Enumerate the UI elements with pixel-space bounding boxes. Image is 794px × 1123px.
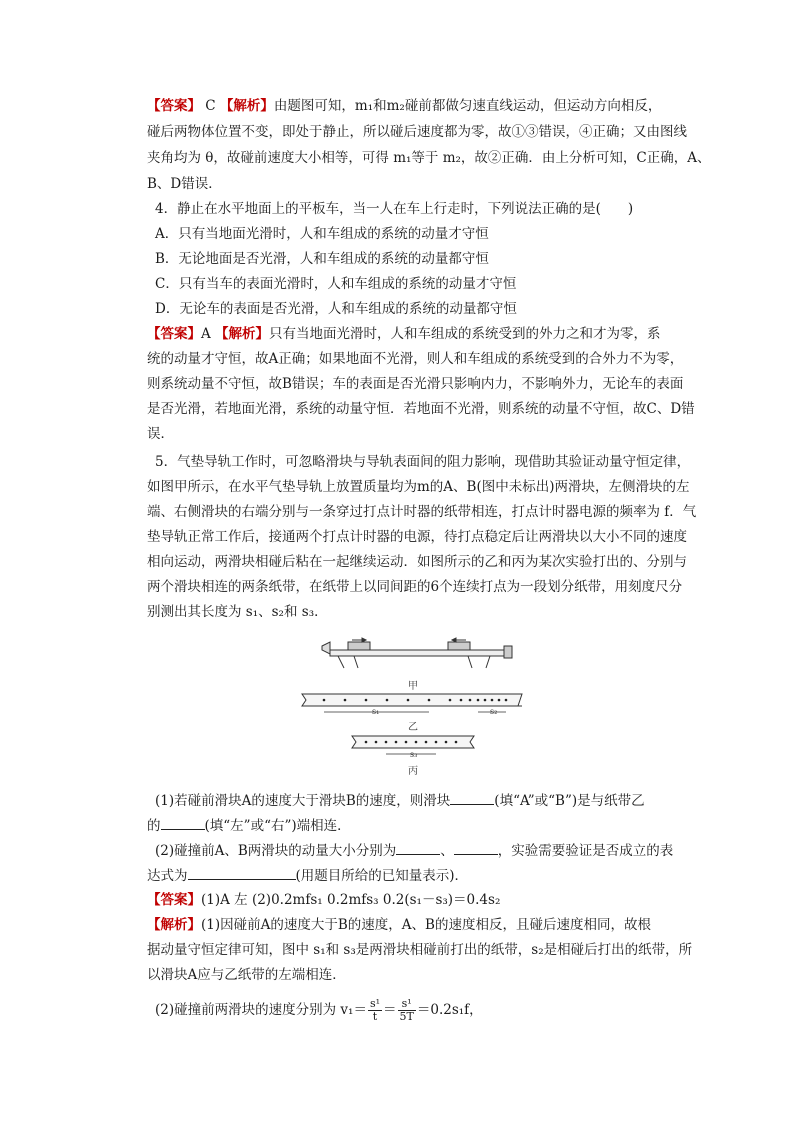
answer-blank[interactable] [450, 790, 494, 805]
q5-part1-line2 [147, 815, 351, 836]
answer-blank[interactable] [396, 840, 440, 855]
q5-part2-text-c: 达式为 [147, 868, 188, 884]
figure-label-bing: 丙 [408, 766, 418, 777]
q4-option-b: B．无论地面是否光滑，人和车组成的系统的动量都守恒 [155, 251, 489, 267]
q5-stem-3: 端、右侧滑块的右端分别与一条穿过打点计时器的纸带相连，打点计时器电源的频率为 f．气 [147, 504, 697, 520]
q4-analysis-2: 统的动量才守恒，故A正确；如果地面不光滑，则人和车组成的系统受到的合外力不为零， [147, 351, 684, 367]
answer-blank[interactable] [188, 865, 296, 880]
answer-blank[interactable] [454, 840, 498, 855]
answer-blank[interactable] [161, 815, 205, 830]
figure-label-jia: 甲 [408, 681, 418, 692]
fraction-1-num: s¹ [369, 997, 381, 1010]
fraction-2-den: 5T [399, 1010, 414, 1023]
analysis-tag: 【解析】 [147, 917, 201, 933]
q4-stem: 4．静止在水平地面上的平板车，当一人在车上行走时，下列说法正确的是( ) [155, 201, 634, 217]
q5-stem-1: 5．气垫导轨工作时，可忽略滑块与导轨表面间的阻力影响，现借助其验证动量守恒定律， [155, 454, 691, 470]
q3-analysis-2: 碰后两物体位置不变，即处于静止，所以碰后速度都为零，故①③错误，④正确；又由图线 [147, 124, 687, 140]
q4-analysis-5: 误． [147, 426, 174, 442]
fraction-2-num: s¹ [398, 998, 416, 1011]
q3-answer-line [147, 96, 661, 116]
fraction-1 [368, 998, 382, 1023]
q4-analysis-1: 只有当地面光滑时，人和车组成的系统受到的外力之和才为零，系 [269, 326, 661, 342]
q5-part2-text-b: ，实验需要验证是否成立的表 [497, 843, 674, 859]
fraction-1-den: t [372, 1010, 378, 1023]
q5-analysis-4a: (2)碰撞前两滑块的速度分别为 v₁＝ [155, 1002, 367, 1018]
q3-answer: C [201, 98, 220, 114]
analysis-tag: 【解析】 [215, 326, 270, 342]
q5-stem-5: 相向运动，两滑块相碰后粘在一起继续运动．如图所示的乙和丙为某次实验打出的、分别与 [147, 554, 687, 570]
q5-stem-7: 别测出其长度为 s₁、s₂和 s₃． [147, 604, 328, 620]
q3-analysis-4: B、D错误． [147, 176, 222, 192]
q5-stem-4: 垫导轨正常工作后，接通两个打点计时器的电源，待打点稳定后让两滑块以大小不同的速度 [147, 529, 687, 545]
q4-option-c: C．只有当车的表面光滑时，人和车组成的系统的动量才守恒 [155, 276, 517, 292]
q5-analysis-3: 以滑块A应与乙纸带的左端相连． [147, 967, 346, 983]
q3-analysis-1: 由题图可知，m₁和m₂碰前都做匀速直线运动，但运动方向相反， [273, 98, 662, 114]
q5-part2-line1 [155, 840, 673, 861]
label-s3: s₃ [410, 750, 418, 759]
q4-option-d: D．无论车的表面是否光滑，人和车组成的系统的动量都守恒 [155, 301, 517, 317]
q5-part2-text-d: (用题目所给的已知量表示)． [295, 868, 469, 884]
q3-analysis-3: 夹角均为 θ，故碰前速度大小相等，可得 m₁等于 m₂，故②正确．由上分析可知，C正确，A、 [147, 150, 711, 166]
q5-part1-text-a: (1)若碰前滑块A的速度大于滑块B的速度，则滑块 [155, 793, 451, 809]
q5-part2-line2 [147, 865, 468, 886]
q5-stem-6: 两个滑块相连的两条纸带，在纸带上以同间距的6个连续打点为一段划分纸带，用刻度尺分 [147, 579, 683, 595]
q5-analysis-4b: ＝0.2s₁f， [416, 1002, 483, 1018]
q5-part1-line1 [155, 790, 645, 811]
q5-analysis-line1 [147, 915, 651, 935]
q5-analysis-4 [155, 998, 483, 1023]
q5-analysis-1: (1)因碰前A的速度大于B的速度，A、B的速度相反，且碰后速度相同，故根 [201, 917, 651, 933]
air-track-figure [318, 636, 518, 676]
q5-analysis-2: 据动量守恒定律可知，图中 s₁和 s₃是两滑块相碰前打出的纸带，s₂是相碰后打出的纸带，所 [147, 942, 693, 958]
q4-answer: A [201, 326, 216, 342]
figure-label-yi: 乙 [408, 722, 418, 733]
label-s2: s₂ [490, 707, 498, 716]
q4-analysis-3: 则系统动量不守恒，故B错误；车的表面是否光滑只影响内力，不影响外力，无论车的表面 [147, 376, 684, 392]
q5-answer-line [147, 890, 500, 910]
q4-answer-line [147, 324, 661, 344]
label-s1: s₁ [372, 707, 380, 716]
q5-stem-2: 如图甲所示，在水平气垫导轨上放置质量均为m的A、B(图中未标出)两滑块，左侧滑块的左 [147, 479, 690, 495]
fraction-2 [398, 998, 416, 1023]
q5-part1-text-b: (填“A”或“B”)是与纸带乙 [494, 793, 645, 809]
equals-sign: ＝ [383, 1002, 397, 1018]
q5-part2-sep: 、 [440, 843, 454, 859]
q4-option-a: A．只有当地面光滑时，人和车组成的系统的动量才守恒 [155, 226, 489, 242]
q5-part1-text-c: 的 [147, 818, 161, 834]
q5-part1-text-d: (填“左”或“右”)端相连． [204, 818, 351, 834]
answer-tag: 【答案】 [147, 892, 201, 908]
analysis-tag: 【解析】 [219, 98, 274, 114]
q5-answer: (1)A 左 (2)0.2mfs₁ 0.2mfs₃ 0.2(s₁－s₃)＝0.4s₂ [201, 892, 501, 908]
answer-tag: 【答案】 [147, 98, 201, 114]
q4-analysis-4: 是否光滑，若地面光滑，系统的动量守恒．若地面不光滑，则系统的动量不守恒，故C、D错 [147, 401, 695, 417]
q5-part2-text-a: (2)碰撞前A、B两滑块的动量大小分别为 [155, 843, 397, 859]
answer-tag: 【答案】 [147, 326, 201, 342]
